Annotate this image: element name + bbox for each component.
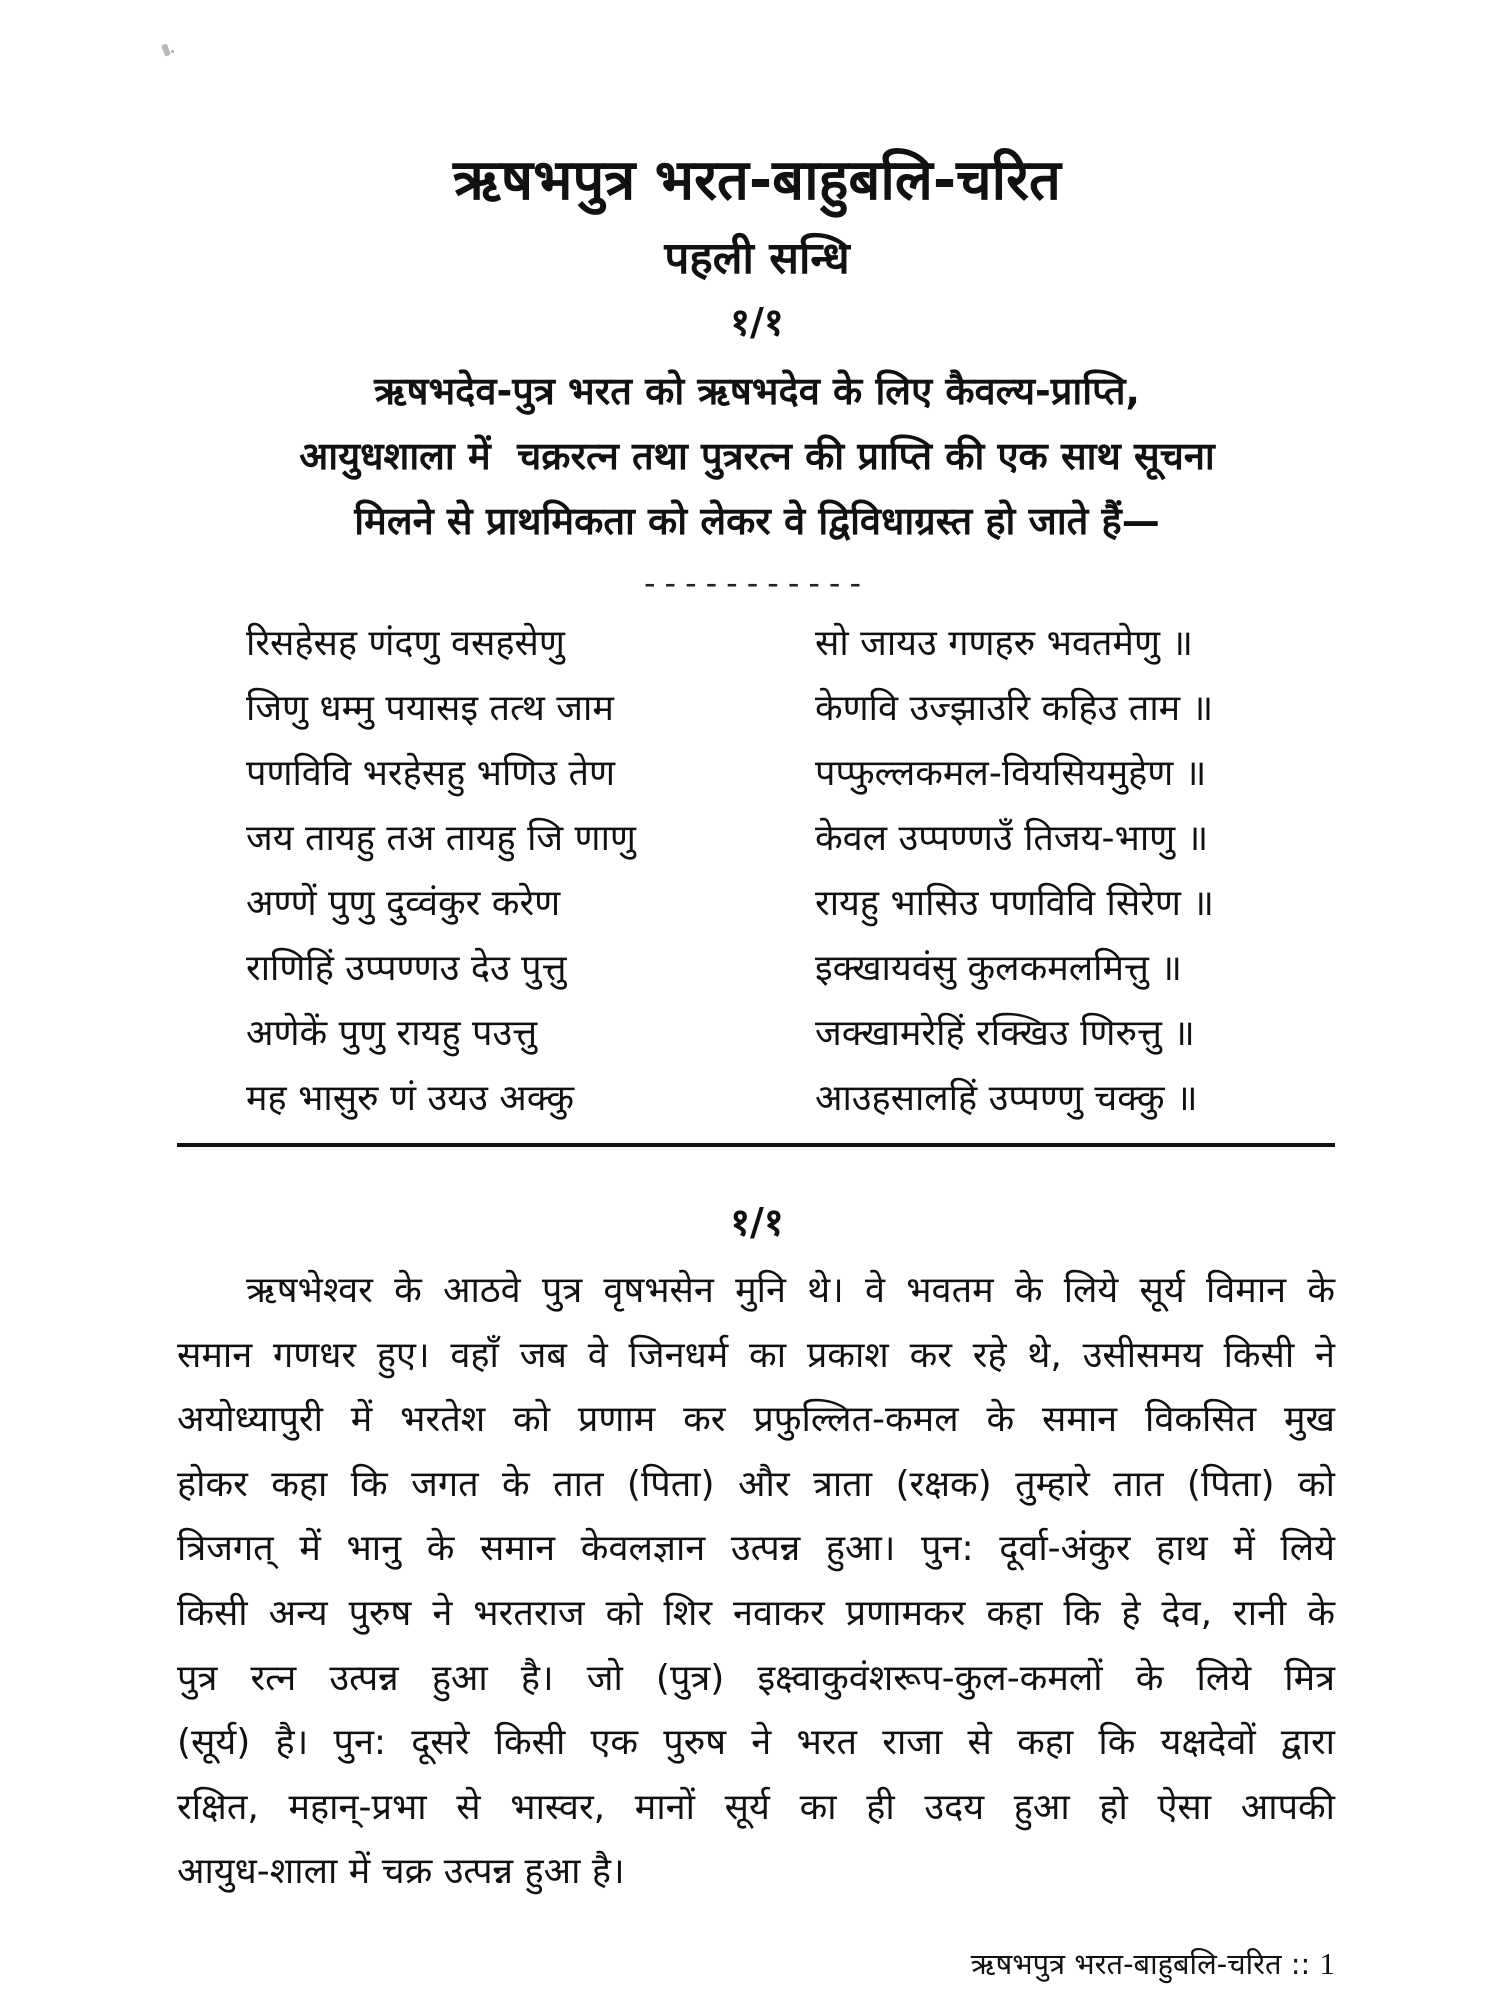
verse-reference: १/१ (730, 300, 784, 344)
verse-row (0, 936, 1500, 1001)
summary-line: मिलने से प्राथमिकता को लेकर वे द्विविधाग्रस्त हो जाते हैं— (354, 499, 1160, 543)
verse-first-half: पणविवि भरहेसहु भणिउ तेण (246, 753, 616, 794)
paragraph-line: (सूर्य) है। पुन: दूसरे किसी एक पुरुष ने भरत राजा से कहा कि यक्षदेवों द्वारा (177, 1722, 1335, 1764)
verse-first-half: रिसहेसह णंदणु वसहसेणु (246, 623, 565, 664)
verse-first-half: जय तायहु तअ तायहु जि णाणु (246, 818, 636, 859)
verse-row (0, 1066, 1500, 1131)
paragraph-line: ऋषभेश्वर के आठवे पुत्र वृषभसेन मुनि थे। वे भवतम के लिये सूर्य विमान के (246, 1270, 1335, 1311)
running-title: ऋषभपुत्र भरत-बाहुबलि-चरित (970, 1947, 1282, 1981)
verse-first-half: राणिहिं उप्पण्णउ देउ पुत्तु (246, 948, 567, 989)
verse-second-half: इक्खायवंसु कुलकमलमित्तु ॥ (815, 948, 1182, 989)
page-title: ऋषभपुत्र भरत-बाहुबलि-चरित (453, 148, 1061, 213)
paragraph-line: रक्षित, महान्-प्रभा से भास्वर, मानों सूर्य का ही उदय हुआ हो ऐसा आपकी (177, 1786, 1335, 1828)
verse-second-half: आउहसालहिं उप्पण्णु चक्कु ॥ (815, 1078, 1198, 1119)
paragraph-line: होकर कहा कि जगत के तात (पिता) और त्राता (रक्षक) तुम्हारे तात (पिता) को (177, 1463, 1335, 1505)
dashed-separator: ----------- (643, 564, 870, 602)
verse-block (0, 611, 1500, 1131)
verse-second-half: रायहु भासिउ पणविवि सिरेण ॥ (815, 883, 1214, 924)
horizontal-rule (177, 1143, 1335, 1147)
commentary-reference: १/१ (730, 1200, 784, 1244)
paragraph-line: पुत्र रत्न उत्पन्न हुआ है। जो (पुत्र) इक्ष्वाकुवंशरूप-कुल-कमलों के लिये मित्र (177, 1657, 1335, 1699)
paragraph-line: आयुध-शाला में चक्र उत्पन्न हुआ है। (177, 1851, 625, 1893)
paragraph-line: समान गणधर हुए। वहाँ जब वे जिनधर्म का प्रकाश कर रहे थे, उसीसमय किसी ने (177, 1334, 1335, 1376)
verse-row (0, 806, 1500, 871)
scan-speck-dot (171, 50, 174, 53)
verse-second-half: केणवि उज्झाउरि कहिउ ताम ॥ (815, 688, 1214, 729)
verse-row (0, 871, 1500, 936)
summary-heading (0, 359, 1500, 554)
verse-row (0, 611, 1500, 676)
verse-second-half: सो जायउ गणहरु भवतमेणु ॥ (815, 623, 1193, 664)
footer-separator: :: (1290, 1947, 1311, 1981)
verse-first-half: अणेकें पुणु रायहु पउत्तु (246, 1013, 538, 1054)
verse-row (0, 676, 1500, 741)
verse-row (0, 741, 1500, 806)
commentary-paragraph (177, 1259, 1335, 1905)
scan-speck (161, 43, 171, 56)
verse-second-half: केवल उप्पण्णउँ तिजय-भाणु ॥ (815, 818, 1209, 859)
verse-first-half: जिणु धम्मु पयासइ तत्थ जाम (246, 688, 614, 729)
paragraph-line: किसी अन्य पुरुष ने भरतराज को शिर नवाकर प्रणामकर कहा कि हे देव, रानी के (177, 1592, 1335, 1634)
summary-line: आयुधशाला में चक्ररत्न तथा पुत्ररत्न की प्राप्ति की एक साथ सूचना (299, 434, 1215, 478)
verse-second-half: जक्खामरेहिं रक्खिउ णिरुत्तु ॥ (815, 1013, 1195, 1054)
section-title: पहली सन्धि (664, 233, 850, 284)
paragraph-line: त्रिजगत् में भानु के समान केवलज्ञान उत्पन्न हुआ। पुन: दूर्वा-अंकुर हाथ में लिये (177, 1528, 1335, 1570)
paragraph-line: अयोध्यापुरी में भरतेश को प्रणाम कर प्रफुल्लित-कमल के समान विकसित मुख (177, 1399, 1335, 1441)
verse-row (0, 1001, 1500, 1066)
verse-first-half: मह भासुरु णं उयउ अक्कु (246, 1078, 575, 1119)
verse-second-half: पप्फुल्लकमल-वियसियमुहेण ॥ (815, 753, 1207, 794)
summary-line: ऋषभदेव-पुत्र भरत को ऋषभदेव के लिए कैवल्य-प्राप्ति, (374, 369, 1140, 413)
verse-first-half: अण्णें पुणु दुव्वंकुर करेण (246, 883, 561, 924)
page-footer (971, 1942, 1335, 1986)
page-number: 1 (1319, 1946, 1335, 1981)
